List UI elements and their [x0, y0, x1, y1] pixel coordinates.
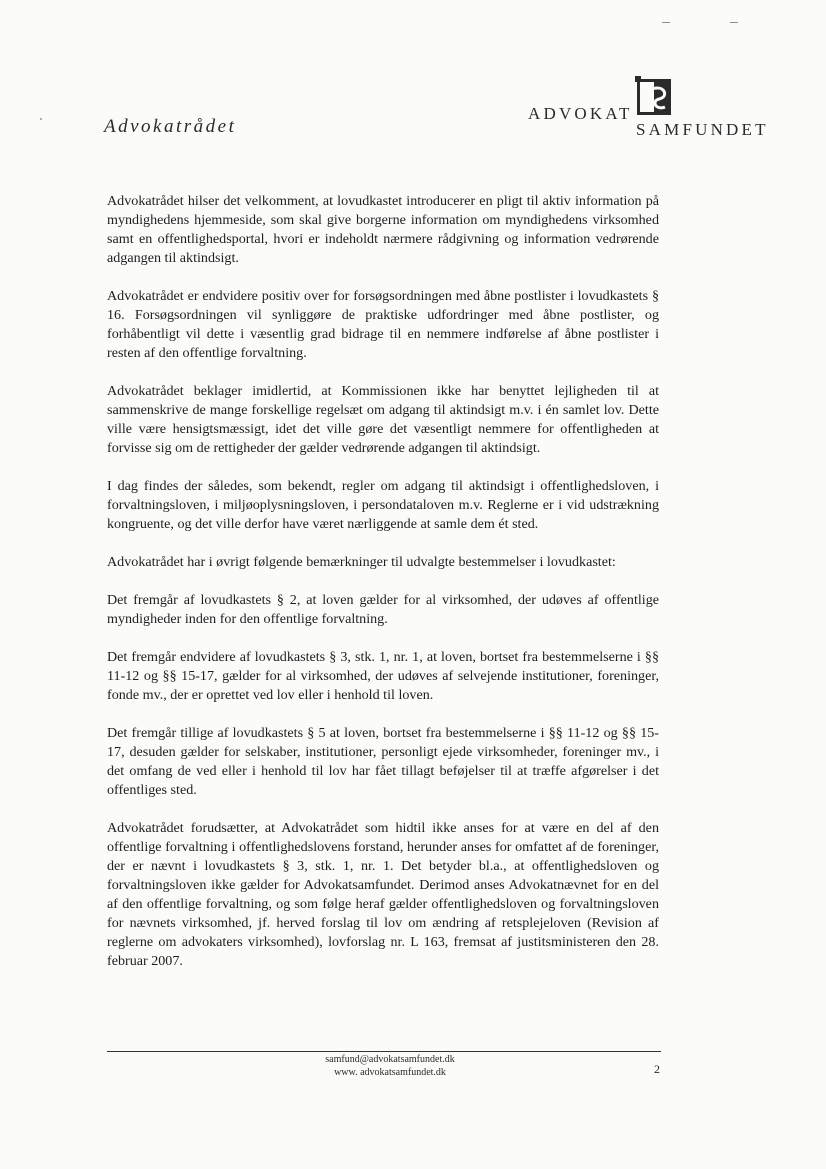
logo-text-samfundet: SAMFUNDET	[636, 120, 769, 139]
scan-mark	[730, 22, 738, 23]
paragraph: Advokatrådet forudsætter, at Advokatrådet som hidtil ikke anses for at være en del af den offentlige forvaltning i offentlighedslovens forstand, herunder anses for omfattet af de foreninger, der er nævnt i lovudkastets § 3, stk. 1, nr. 1. Det betyder bl.a., at offentlighedsloven og forvaltningsloven ikke gælder for Advokatsamfundet. Derimod anses Advokatnævnet for en del af den offentlige forvaltning, og som følge heraf gælder offentlighedsloven og forvaltningsloven for nævnets virksomhed, jf. herved forslag til lov om ændring af retsplejeloven (Revision af reglerne om advokaters virksomhed), lovforslag nr. L 163, fremsat af justitsministeren den 28. februar 2007.	[107, 820, 659, 969]
footer	[240, 1053, 540, 1079]
footer-website: www. advokatsamfundet.dk	[334, 1067, 446, 1078]
letter-body	[107, 192, 659, 990]
paragraph: Advokatrådet er endvidere positiv over for forsøgsordningen med åbne postlister i lovudkastets § 16. Forsøgsordningen vil synliggøre de praktiske udfordringer med åbne postlister, og forhåbentligt vil dette i væsentlig grad bidrage til en nemmere indførelse af åbne postlister i resten af den offentlige forvaltning.	[107, 288, 659, 361]
paragraph: Det fremgår endvidere af lovudkastets § 3, stk. 1, nr. 1, at loven, bortset fra bestemmelserne i §§ 11-12 og §§ 15-17, gælder for al virksomhed, der udøves af selvejende institutioner, foreninger, fonde mv., der er oprettet ved lov eller i henhold til loven.	[107, 649, 659, 703]
paragraph: Advokatrådet beklager imidlertid, at Kommissionen ikke har benyttet lejligheden til at sammenskrive de mange forskellige regelsæt om adgang til aktindsigt m.v. i én samlet lov. Dette ville være hensigtsmæssigt, idet det ville gøre det væsentligt nemmere for offentligheden at forvisse sig om de rettigheder der gælder vedrørende adgangen til aktindsigt.	[107, 383, 659, 456]
paragraph: Advokatrådet hilser det velkomment, at lovudkastet introducerer en pligt til aktiv information på myndighedens hjemmeside, som skal give borgerne information om myndighedens virksomhed samt en offentlighedsportal, hvori er indeholdt nærmere rådgivning og information vedrørende adgangen til aktindsigt.	[107, 193, 659, 266]
scan-speck	[40, 118, 42, 120]
scan-mark	[662, 22, 670, 23]
page-number: 2	[654, 1062, 660, 1076]
paragraph: Det fremgår tillige af lovudkastets § 5 at loven, bortset fra bestemmelserne i §§ 11-12 og §§ 15-17, desuden gælder for selskaber, institutioner, personligt ejede virksomheder, foreninger mv., i det omfang de ved eller i henhold til lov har fået tillagt beføjelser til at træffe afgørelser i det offentliges sted.	[107, 725, 659, 798]
letterhead-title: Advokatrådet	[104, 116, 237, 137]
paragraph: Advokatrådet har i øvrigt følgende bemærkninger til udvalgte bestemmelser i lovudkastet:	[107, 554, 616, 570]
logo-text-advokat: ADVOKAT	[528, 104, 633, 123]
footer-email: samfund@advokatsamfundet.dk	[325, 1054, 455, 1065]
footer-divider	[107, 1051, 661, 1052]
advokatsamfundet-logo	[528, 76, 778, 140]
paragraph: Det fremgår af lovudkastets § 2, at loven gælder for al virksomhed, der udøves af offentlige myndigheder inden for den offentlige forvaltning.	[107, 592, 659, 627]
logo-emblem-icon	[635, 76, 675, 118]
paragraph: I dag findes der således, som bekendt, regler om adgang til aktindsigt i offentlighedsloven, i forvaltningsloven, i miljøoplysningsloven, i persondataloven m.v. Reglerne er i vid udstrækning kongruente, og det ville derfor have været nærliggende at samle dem ét sted.	[107, 478, 659, 532]
